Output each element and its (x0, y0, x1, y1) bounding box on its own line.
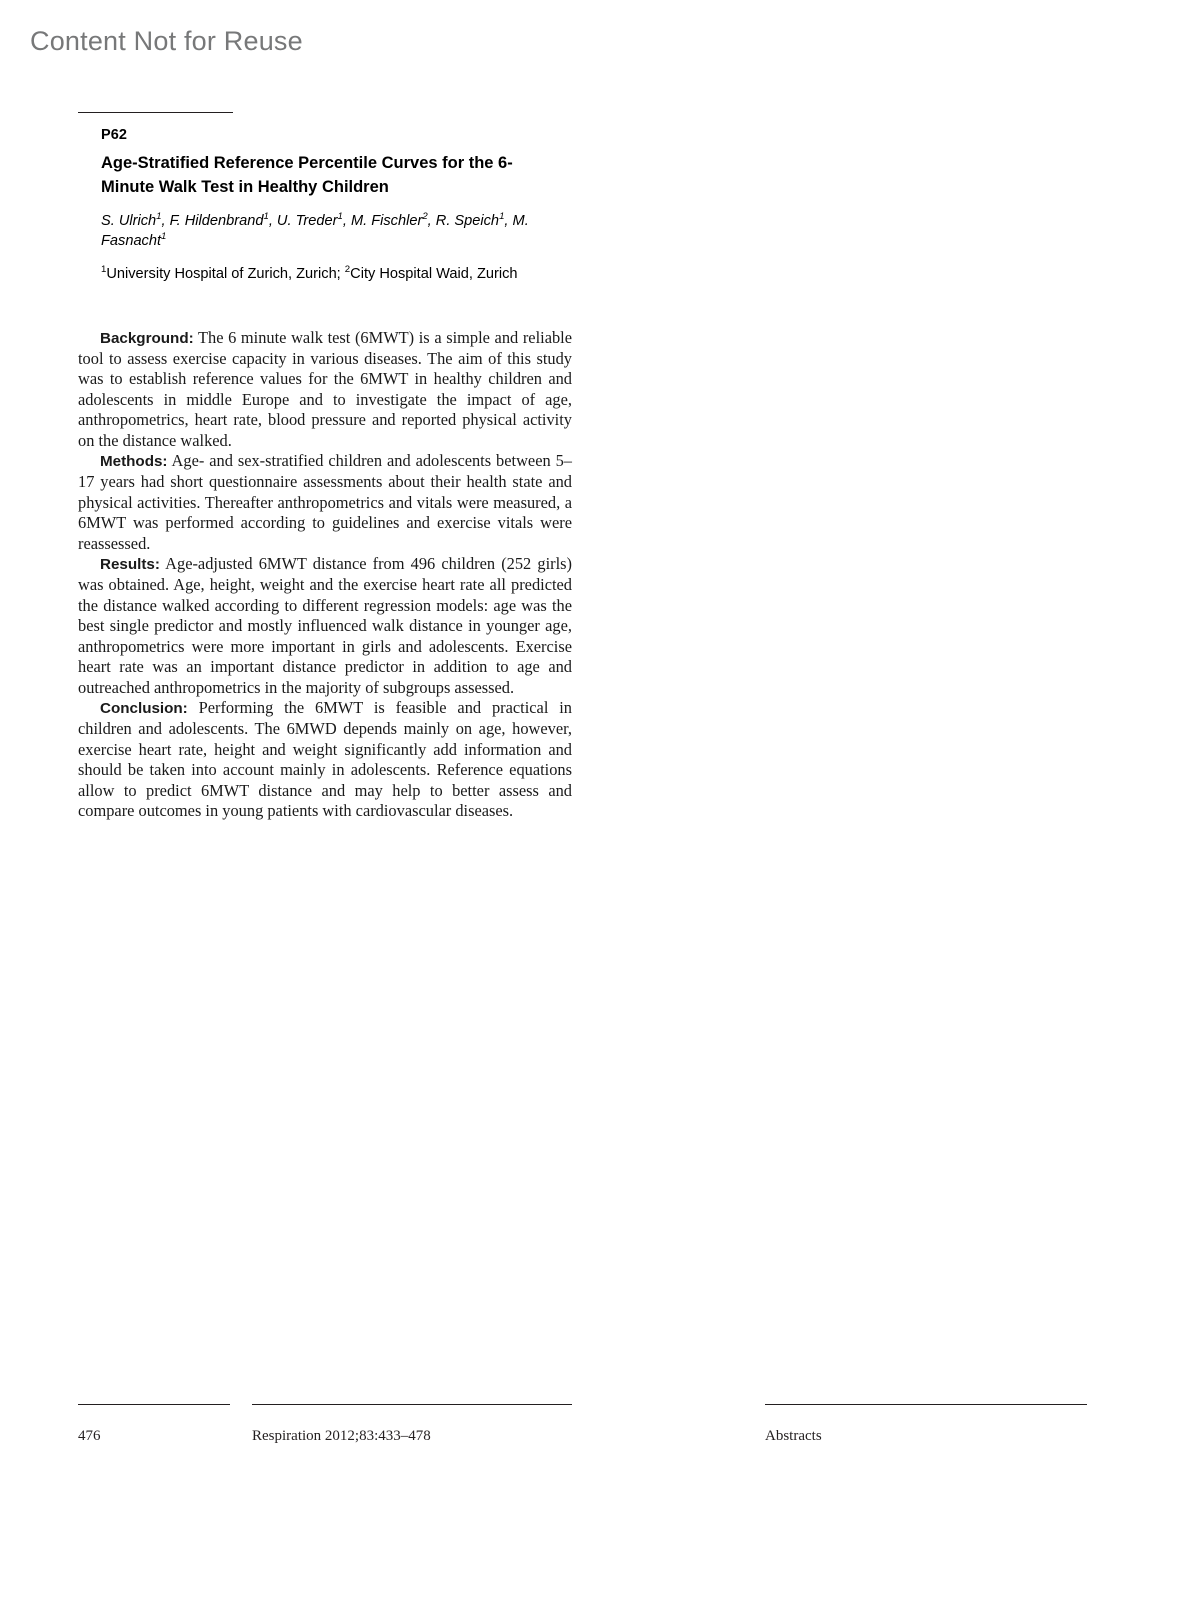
section-label-conclusion: Conclusion: (100, 700, 188, 718)
abstract-title: Age-Stratified Reference Percentile Curves for the 6-Minute Walk Test in Healthy Children (101, 154, 513, 196)
abstract-body (78, 328, 572, 822)
footer-page-number: 476 (78, 1428, 101, 1444)
watermark-text: Content Not for Reuse (30, 26, 303, 56)
page-footer (0, 1404, 1200, 1464)
section-text-background: The 6 minute walk test (6MWT) is a simple and reliable tool to assess exercise capacity in various diseases. The aim of this study was to establish reference values for the 6MWT in healthy children and adolescents in middle Europe and to investigate the impact of age, anthropometrics, heart rate, blood pressure and reported physical activity on the distance walked. (78, 328, 572, 450)
footer-rule-right (765, 1404, 1087, 1405)
author-list: S. Ulrich$^1$, F. Hildenbrand$^1$, U. Treder$^1$, M. Fischler$^2$, R. Speich$^1$, M. Fasnacht$^1$ (101, 210, 529, 250)
abstract-section-methods (78, 451, 572, 554)
footer-section-name: Abstracts (765, 1428, 822, 1444)
footer-rule-left (78, 1404, 230, 1405)
footer-citation: Respiration 2012;83:433–478 (252, 1428, 431, 1444)
section-text-results: Age-adjusted 6MWT distance from 496 children (252 girls) was obtained. Age, height, weight and the exercise heart rate all predicted the distance walked according to different regression models: age was the best single predictor and mostly influenced walk distance in younger age, anthropometrics were more important in girls and adolescents. Exercise heart rate was an important distance predictor in addition to age and outreached anthropometrics in the majority of subgroups assessed. (78, 554, 572, 697)
abstract-id: P62 (101, 127, 128, 143)
footer-rule-center (252, 1404, 572, 1405)
section-text-methods: Age- and sex-stratified children and adolescents between 5–17 years had short questionnaire assessments about their health state and physical activities. Thereafter anthropometrics and vitals were measured, a 6MWT was performed according to guidelines and exercise vitals were reassessed. (78, 451, 572, 553)
section-label-results: Results: (100, 556, 160, 574)
section-text-conclusion: Performing the 6MWT is feasible and practical in children and adolescents. The 6MWD depends mainly on age, however, exercise heart rate, height and weight significantly add information and should be taken into account mainly in adolescents. Reference equations allow to predict 6MWT distance and may help to better assess and compare outcomes in young patients with cardiovascular diseases. (78, 698, 572, 821)
header-rule (78, 112, 233, 113)
abstract-section-conclusion (78, 698, 572, 821)
section-label-background: Background: (100, 330, 194, 347)
abstract-header (78, 112, 572, 284)
affiliation-list: $^1$University Hospital of Zurich, Zurich; $^2$City Hospital Waid, Zurich (101, 263, 518, 282)
abstract-section-results (78, 554, 572, 698)
section-label-methods: Methods: (100, 453, 168, 471)
abstract-section-background (78, 328, 572, 451)
